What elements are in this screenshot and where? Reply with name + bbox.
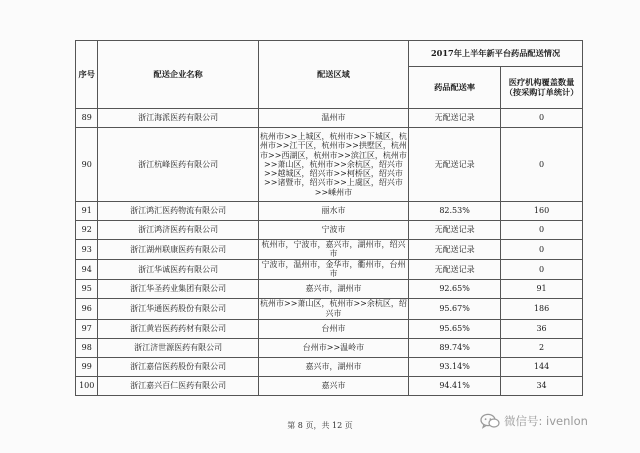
- cell-seq: 95: [76, 279, 98, 298]
- cell-seq: 99: [76, 357, 98, 376]
- cell-area: 丽水市: [258, 202, 408, 221]
- cell-area: 台州市>>温岭市: [258, 338, 408, 357]
- cell-company: 浙江嘉信医药股份有限公司: [98, 357, 258, 376]
- cell-seq: 100: [76, 376, 98, 395]
- cell-seq: 89: [76, 109, 98, 128]
- table-row: [76, 202, 583, 221]
- table-row: [76, 298, 583, 319]
- distribution-table: [75, 40, 583, 396]
- cell-rate: 82.53%: [409, 202, 501, 221]
- table-row: [76, 221, 583, 240]
- cell-coverage: 0: [501, 221, 583, 240]
- cell-rate: 92.65%: [409, 279, 501, 298]
- cell-company: 浙江鸿汇医药物流有限公司: [98, 202, 258, 221]
- cell-coverage: 0: [501, 240, 583, 260]
- cell-company: 浙江华通医药股份有限公司: [98, 298, 258, 319]
- cell-seq: 97: [76, 319, 98, 338]
- table-row: [76, 279, 583, 298]
- cell-rate: 95.67%: [409, 298, 501, 319]
- table-row: [76, 240, 583, 260]
- cell-seq: 92: [76, 221, 98, 240]
- cell-area: 杭州市，宁波市，嘉兴市，湖州市，绍兴市: [258, 240, 408, 260]
- cell-company: 浙江济世源医药有限公司: [98, 338, 258, 357]
- header-coverage: 医疗机构覆盖数量（按采购订单统计）: [501, 67, 583, 109]
- watermark-text: 微信号: ivenlon: [504, 414, 588, 428]
- cell-area: 杭州市>>萧山区，杭州市>>余杭区，绍兴市: [260, 299, 407, 318]
- cell-area: 宁波市: [258, 221, 408, 240]
- cell-coverage: 91: [501, 279, 583, 298]
- cell-company: 浙江湖州联康医药有限公司: [98, 240, 258, 260]
- watermark: [480, 413, 588, 429]
- cell-company: 浙江嘉兴百仁医药有限公司: [98, 376, 258, 395]
- table-row: [76, 319, 583, 338]
- cell-rate: 无配送记录: [409, 259, 501, 279]
- cell-coverage: 0: [501, 109, 583, 128]
- cell-area: 温州市: [258, 109, 408, 128]
- cell-coverage: 186: [501, 298, 583, 319]
- page-footer: 第 8 页，共 12 页: [287, 421, 353, 430]
- cell-company: 浙江鸿济医药有限公司: [98, 221, 258, 240]
- cell-seq: 90: [76, 128, 98, 202]
- cell-rate: 无配送记录: [409, 221, 501, 240]
- header-company: 配送企业名称: [98, 41, 258, 109]
- header-seq: 序号: [76, 41, 98, 109]
- header-rate: 药品配送率: [409, 67, 501, 109]
- cell-area: 台州市: [258, 319, 408, 338]
- cell-rate: 93.14%: [409, 357, 501, 376]
- header-group: 2017年上半年新平台药品配送情况: [409, 41, 583, 67]
- cell-coverage: 36: [501, 319, 583, 338]
- cell-seq: 94: [76, 259, 98, 279]
- header-area: 配送区域: [258, 41, 408, 109]
- wechat-icon: [480, 413, 500, 429]
- cell-company: 浙江华诚医药有限公司: [98, 259, 258, 279]
- cell-seq: 93: [76, 240, 98, 260]
- cell-area: 嘉兴市，湖州市: [258, 357, 408, 376]
- cell-coverage: 34: [501, 376, 583, 395]
- cell-rate: 无配送记录: [409, 128, 501, 202]
- cell-rate: 89.74%: [409, 338, 501, 357]
- cell-coverage: 2: [501, 338, 583, 357]
- cell-rate: 无配送记录: [409, 109, 501, 128]
- cell-company: 浙江华圣药业集团有限公司: [98, 279, 258, 298]
- table-row: [76, 259, 583, 279]
- cell-area: 嘉兴市: [258, 376, 408, 395]
- cell-company: 浙江海派医药有限公司: [98, 109, 258, 128]
- cell-coverage: 0: [501, 128, 583, 202]
- cell-seq: 96: [76, 298, 98, 319]
- cell-coverage: 144: [501, 357, 583, 376]
- table-row: [76, 338, 583, 357]
- table-row: [76, 109, 583, 128]
- cell-coverage: 160: [501, 202, 583, 221]
- cell-area: 嘉兴市，湖州市: [258, 279, 408, 298]
- cell-area: 杭州市>>上城区，杭州市>>下城区，杭州市>>江干区，杭州市>>拱墅区，杭州市>>西湖区，杭州市>>滨江区，杭州市>>萧山区，杭州市>>余杭区，绍兴市>>越城区，绍兴市>>柯桥区，绍兴市>>诸暨市，绍兴市>>上虞区，绍兴市>>嵊州市: [258, 128, 408, 202]
- cell-rate: 95.65%: [409, 319, 501, 338]
- cell-seq: 91: [76, 202, 98, 221]
- cell-rate: 94.41%: [409, 376, 501, 395]
- table-row: [76, 357, 583, 376]
- cell-company: 浙江黄岩医药药材有限公司: [98, 319, 258, 338]
- table-row: [76, 128, 583, 202]
- table-row: [76, 376, 583, 395]
- cell-seq: 98: [76, 338, 98, 357]
- cell-area: 宁波市，温州市，金华市，衢州市，台州市: [258, 259, 408, 279]
- cell-company: 浙江杭峰医药有限公司: [98, 128, 258, 202]
- cell-coverage: 0: [501, 259, 583, 279]
- cell-rate: 无配送记录: [409, 240, 501, 260]
